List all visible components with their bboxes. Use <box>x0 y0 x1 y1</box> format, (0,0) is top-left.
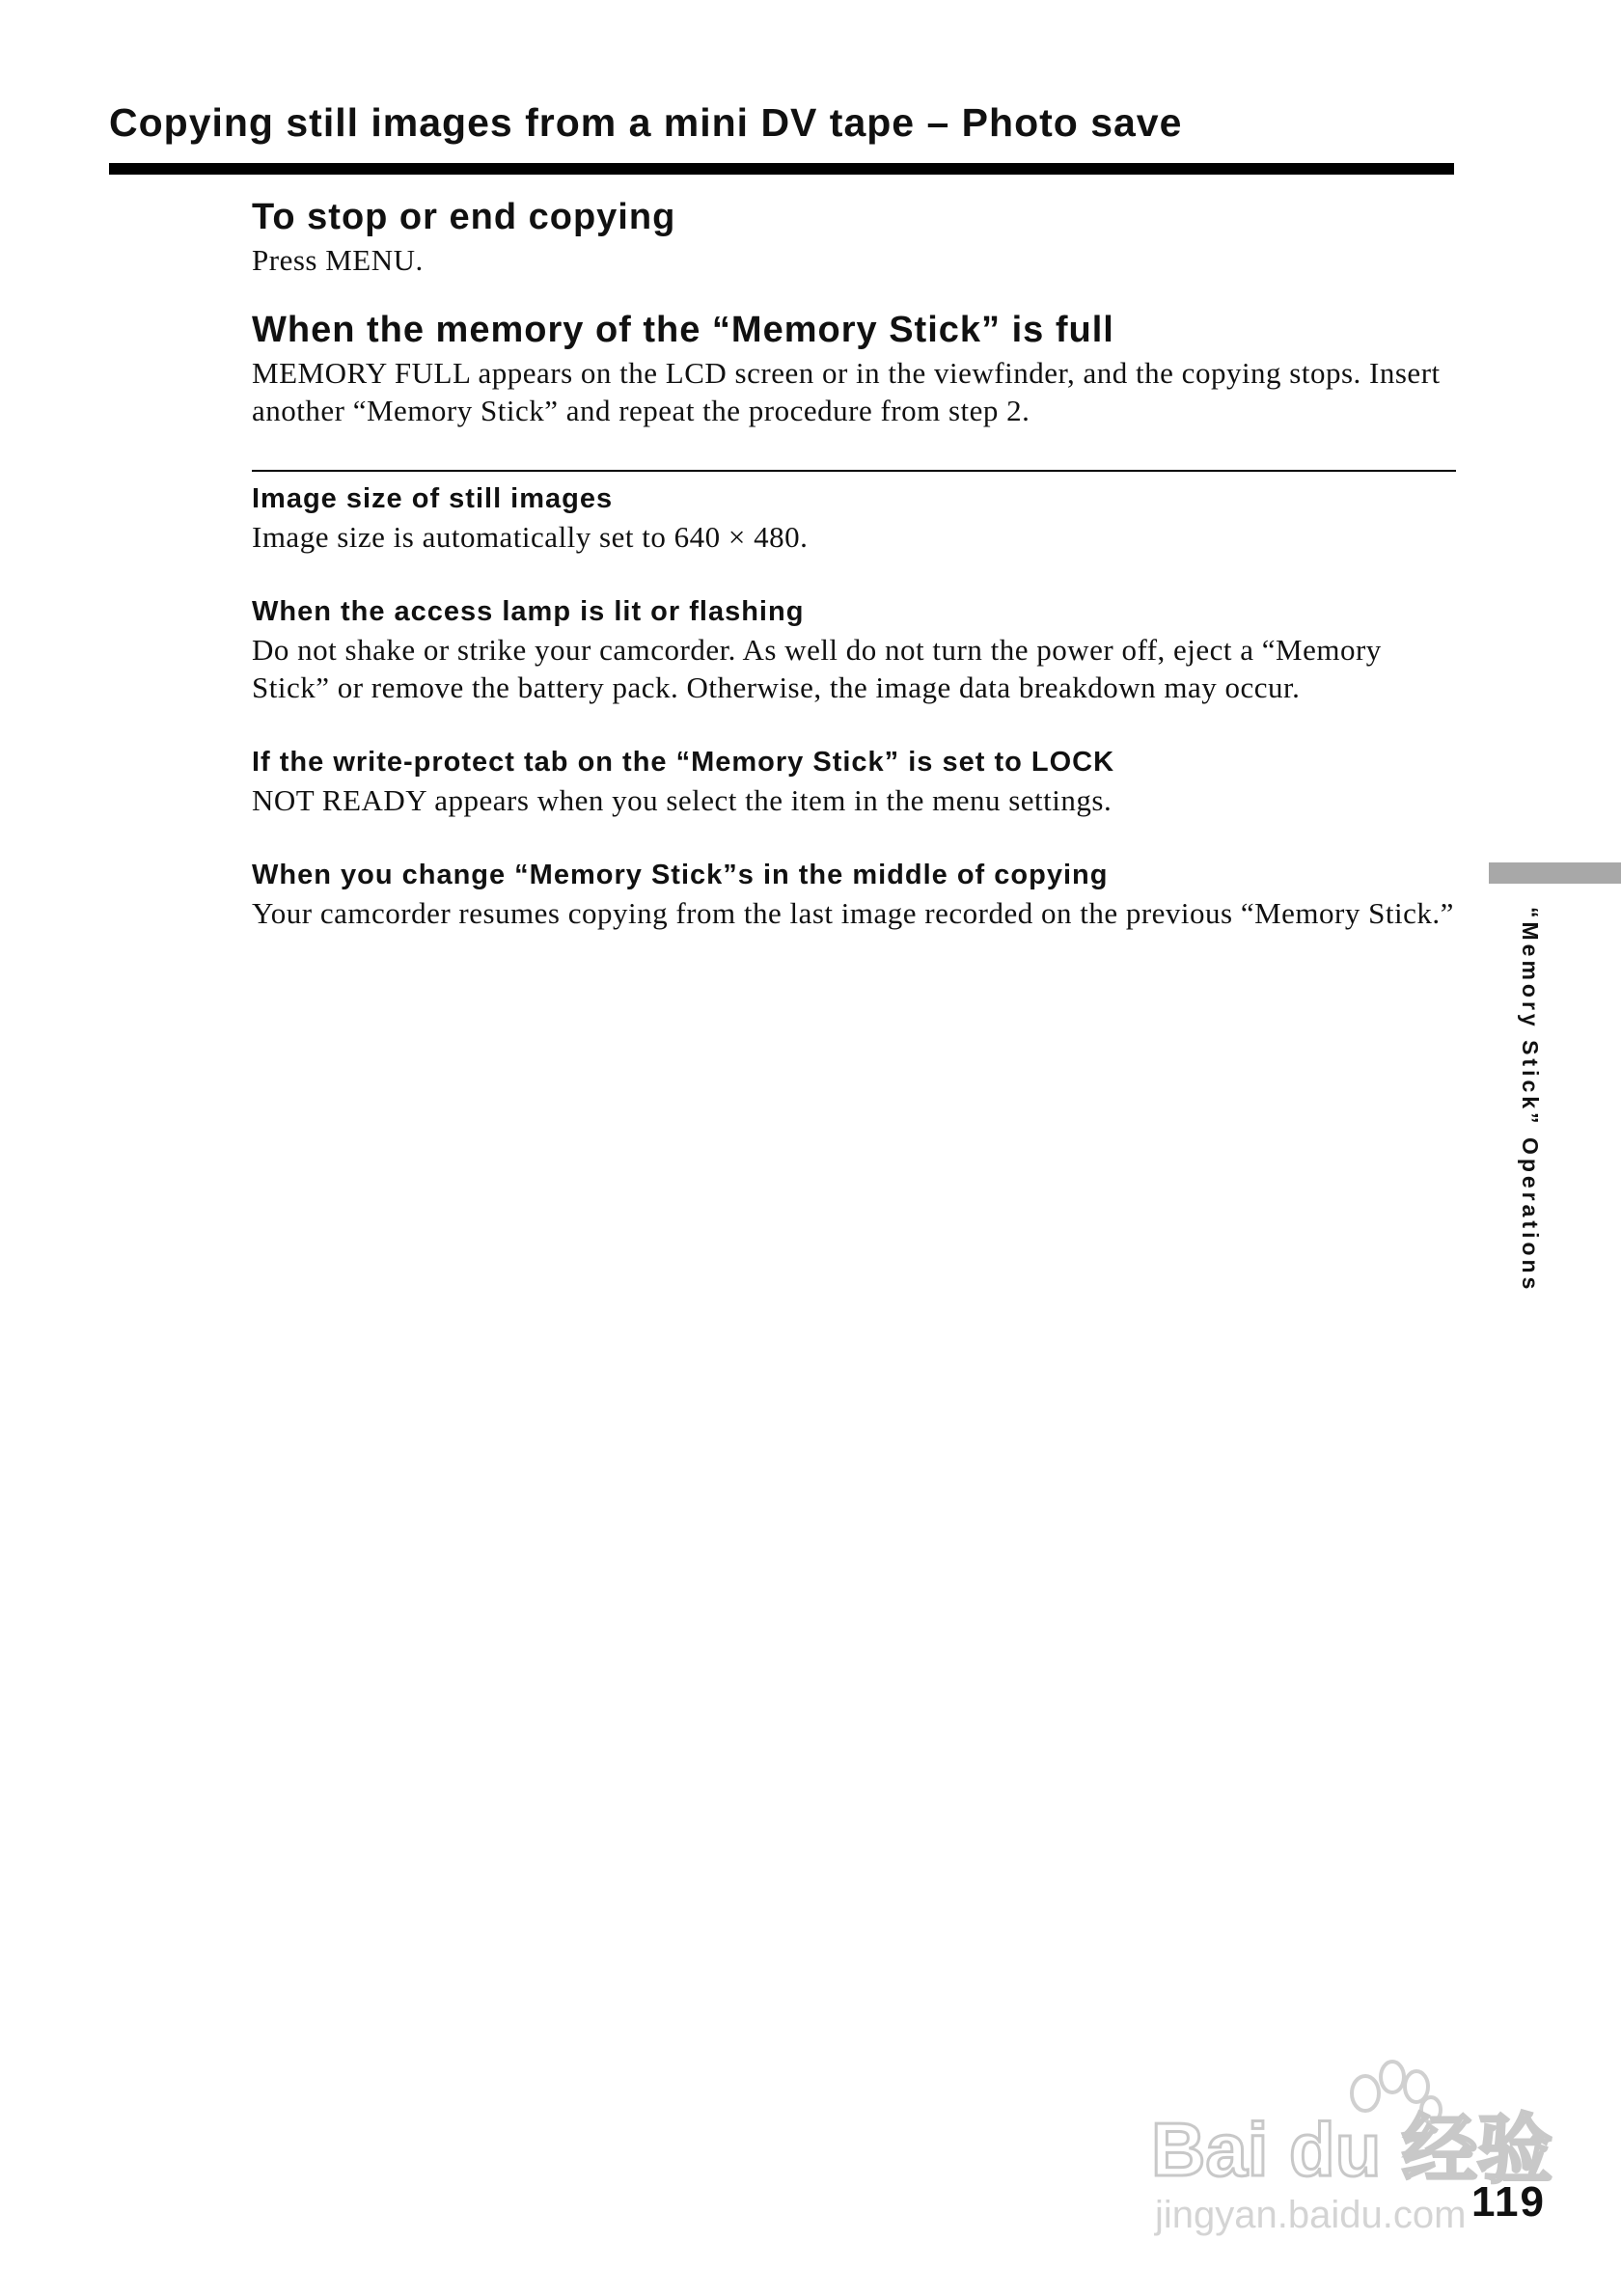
note-heading-change-stick: When you change “Memory Stick”s in the middle of copying <box>252 860 1109 890</box>
section-heading-memory-full: When the memory of the “Memory Stick” is full <box>252 310 1114 350</box>
note-body-write-protect: NOT READY appears when you select the item in the menu settings. <box>252 783 1113 817</box>
section-tab-marker <box>1489 862 1621 884</box>
note-heading-image-size: Image size of still images <box>252 483 614 514</box>
section-body-memory-full: MEMORY FULL appears on the LCD screen or in the viewfinder, and the copying stops. Insert another “Memory Stick” and repeat the procedure from step 2. <box>252 356 1441 427</box>
watermark-brand: Bai du 经验 <box>1151 2107 1553 2192</box>
note-body-access-lamp: Do not shake or strike your camcorder. As well do not turn the power off, eject a “Memory Stick” or remove the battery pack. Otherwise, the image data breakdown may occur. <box>252 633 1382 704</box>
title-rule <box>109 163 1454 175</box>
note-heading-write-protect: If the write-protect tab on the “Memory Stick” is set to LOCK <box>252 747 1115 778</box>
note-body-image-size: Image size is automatically set to 640 × 480. <box>252 520 809 554</box>
section-tab-label: “Memory Stick” Operations <box>1518 907 1543 1294</box>
notes-divider <box>252 470 1456 472</box>
note-heading-access-lamp: When the access lamp is lit or flashing <box>252 596 805 627</box>
page-content <box>252 193 1456 932</box>
page-number: 119 <box>1471 2178 1546 2226</box>
section-body-stop: Press MENU. <box>252 243 424 277</box>
page-title: Copying still images from a mini DV tape – Photo save <box>109 100 1183 145</box>
note-body-change-stick: Your camcorder resumes copying from the last image recorded on the previous “Memory Stick.” <box>252 896 1454 930</box>
section-heading-stop: To stop or end copying <box>252 197 676 237</box>
watermark-url: jingyan.baidu.com <box>1155 2194 1467 2236</box>
